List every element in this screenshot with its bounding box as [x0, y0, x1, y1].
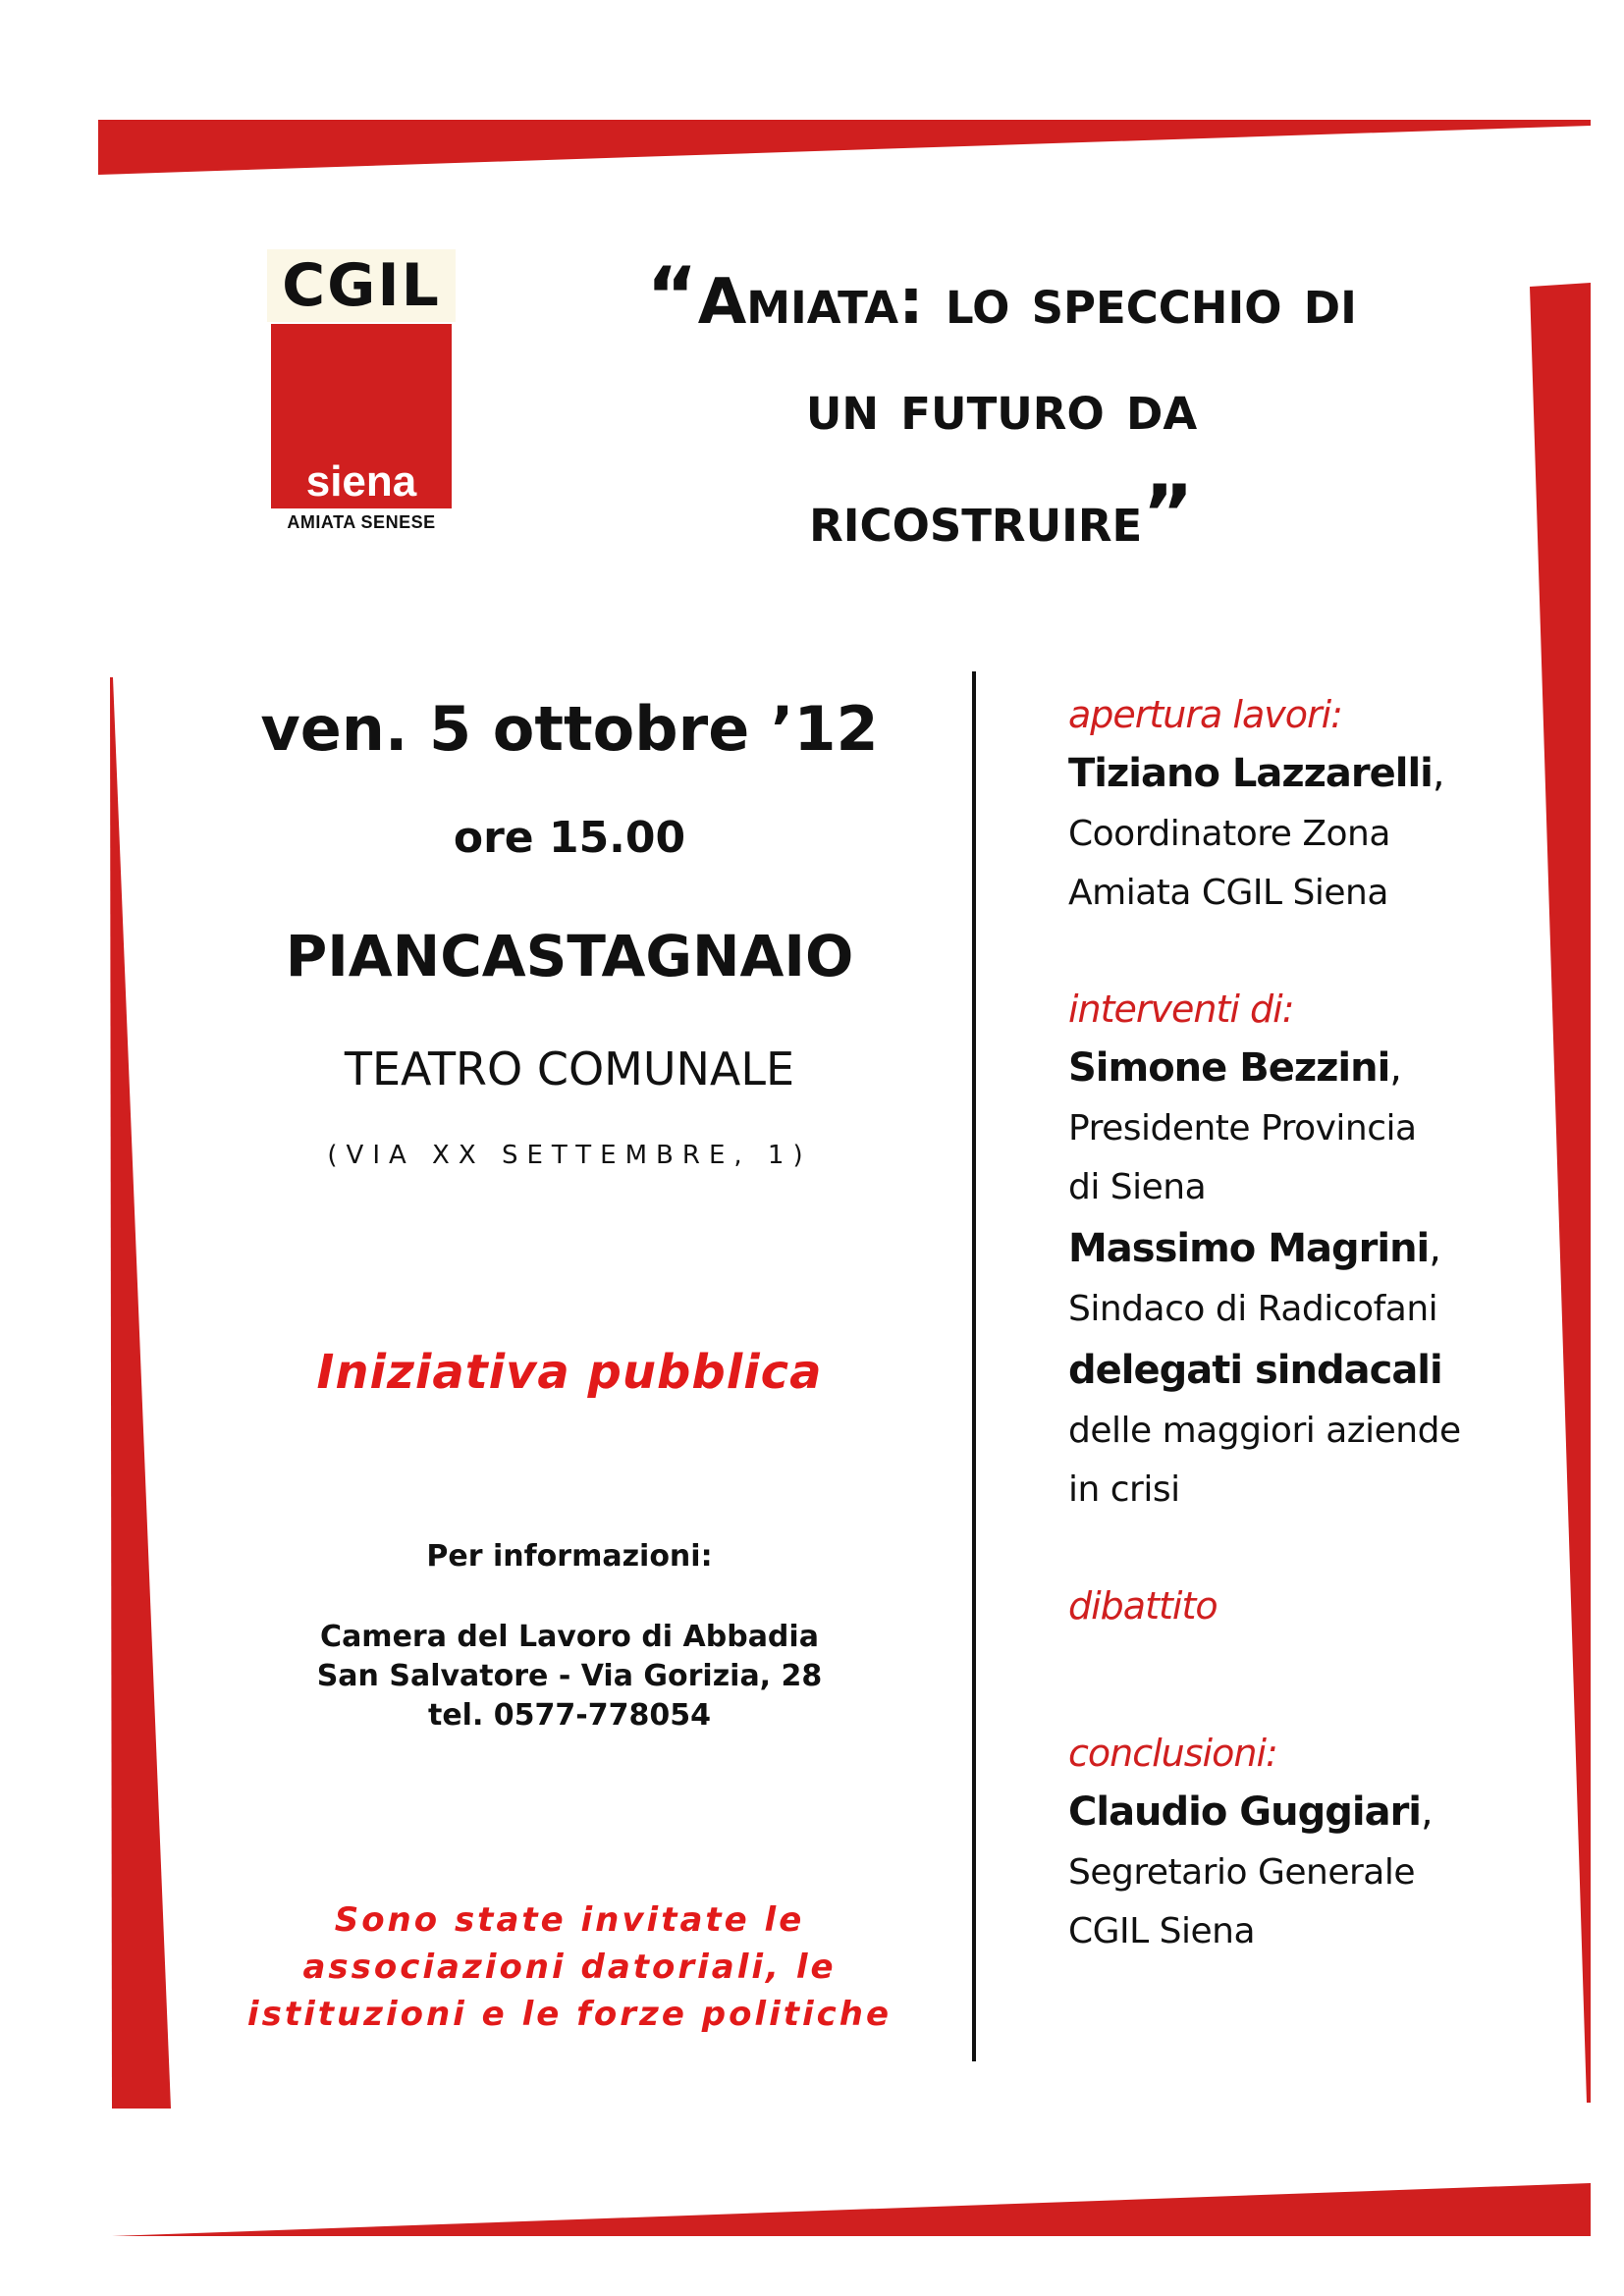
logo-subtitle: AMIATA SENESE	[287, 512, 436, 532]
info-line-2: San Salvatore - Via Gorizia, 28	[316, 1659, 823, 1693]
program	[1068, 687, 1530, 1961]
speakers-label: interventi di:	[1068, 988, 1294, 1031]
cgil-siena-logo	[267, 249, 456, 530]
speaker-3-role-line-1: delle maggiori aziende	[1068, 1411, 1461, 1451]
title-line-2: un futuro da	[805, 372, 1198, 445]
logo-red-block	[271, 324, 452, 508]
title-line-3	[530, 461, 1473, 573]
event-date: ven. 5 ottobre ’12	[260, 693, 879, 765]
invites-line-1: Sono state invitate le	[334, 1900, 805, 1940]
speaker-1-role	[1068, 1099, 1530, 1217]
opening-speaker-name: Tiziano Lazzarelli	[1068, 751, 1433, 796]
invites-line-2: associazioni datoriali, le	[302, 1948, 837, 1987]
comma: ,	[1421, 1789, 1433, 1835]
speaker-3-role	[1068, 1402, 1530, 1520]
title-line-1	[530, 243, 1473, 355]
top-red-band	[98, 120, 1591, 175]
event-town: PIANCASTAGNAIO	[285, 923, 854, 989]
speaker-2-role-line-1: Sindaco di Radicofani	[1068, 1289, 1438, 1329]
speaker-3-name: delegati sindacali	[1068, 1348, 1442, 1393]
poster-title	[530, 243, 1473, 573]
event-type: Iniziativa pubblica	[316, 1345, 823, 1400]
closing-label: conclusioni:	[1068, 1732, 1277, 1775]
info-line-3: tel. 0577-778054	[427, 1698, 711, 1733]
event-time: ore 15.00	[453, 813, 686, 863]
info-heading: Per informazioni:	[426, 1539, 713, 1574]
event-venue: TEATRO COMUNALE	[344, 1042, 795, 1095]
logo-city-text: siena	[305, 457, 417, 506]
open-quote: “	[646, 250, 698, 342]
opening-role-line-2: Amiata CGIL Siena	[1068, 873, 1388, 913]
closing-speaker-name: Claudio Guggiari	[1068, 1789, 1421, 1835]
info-line-1: Camera del Lavoro di Abbadia	[320, 1620, 819, 1654]
speaker-2-role	[1068, 1280, 1530, 1339]
event-address: (VIA XX SETTEMBRE, 1)	[327, 1141, 812, 1170]
speaker-3-role-line-2: in crisi	[1068, 1469, 1180, 1510]
opening-speaker	[1068, 742, 1530, 805]
column-divider	[972, 671, 976, 2061]
right-red-wedge	[1530, 283, 1591, 2103]
speaker-1-role-line-1: Presidente Provincia	[1068, 1108, 1417, 1148]
title-text-1: Amiata: lo specchio di	[697, 266, 1357, 339]
closing-role-line-1: Segretario Generale	[1068, 1852, 1415, 1893]
speaker-1-role-line-2: di Siena	[1068, 1167, 1207, 1207]
closing-speaker	[1068, 1781, 1530, 1843]
logo-cgil-text: CGIL	[267, 249, 456, 322]
invites-note	[177, 1896, 962, 2038]
left-red-wedge	[110, 677, 171, 2109]
closing-role	[1068, 1843, 1530, 1961]
speaker-1-name: Simone Bezzini	[1068, 1045, 1390, 1091]
comma: ,	[1389, 1045, 1402, 1091]
comma: ,	[1432, 751, 1444, 796]
title-text-3: ricostruire	[809, 484, 1143, 557]
bottom-red-band	[112, 2183, 1591, 2236]
opening-role-line-1: Coordinatore Zona	[1068, 814, 1390, 854]
info-contact	[177, 1618, 962, 1735]
opening-label: apertura lavori:	[1068, 693, 1342, 736]
speaker-2	[1068, 1217, 1530, 1280]
speaker-1	[1068, 1037, 1530, 1099]
closing-role-line-2: CGIL Siena	[1068, 1911, 1256, 1951]
opening-role	[1068, 805, 1530, 923]
close-quote: ”	[1142, 468, 1194, 560]
speaker-2-name: Massimo Magrini	[1068, 1226, 1430, 1271]
comma: ,	[1429, 1226, 1440, 1271]
debate-label: dibattito	[1068, 1584, 1218, 1628]
invites-line-3: istituzioni e le forze politiche	[246, 1995, 893, 2034]
